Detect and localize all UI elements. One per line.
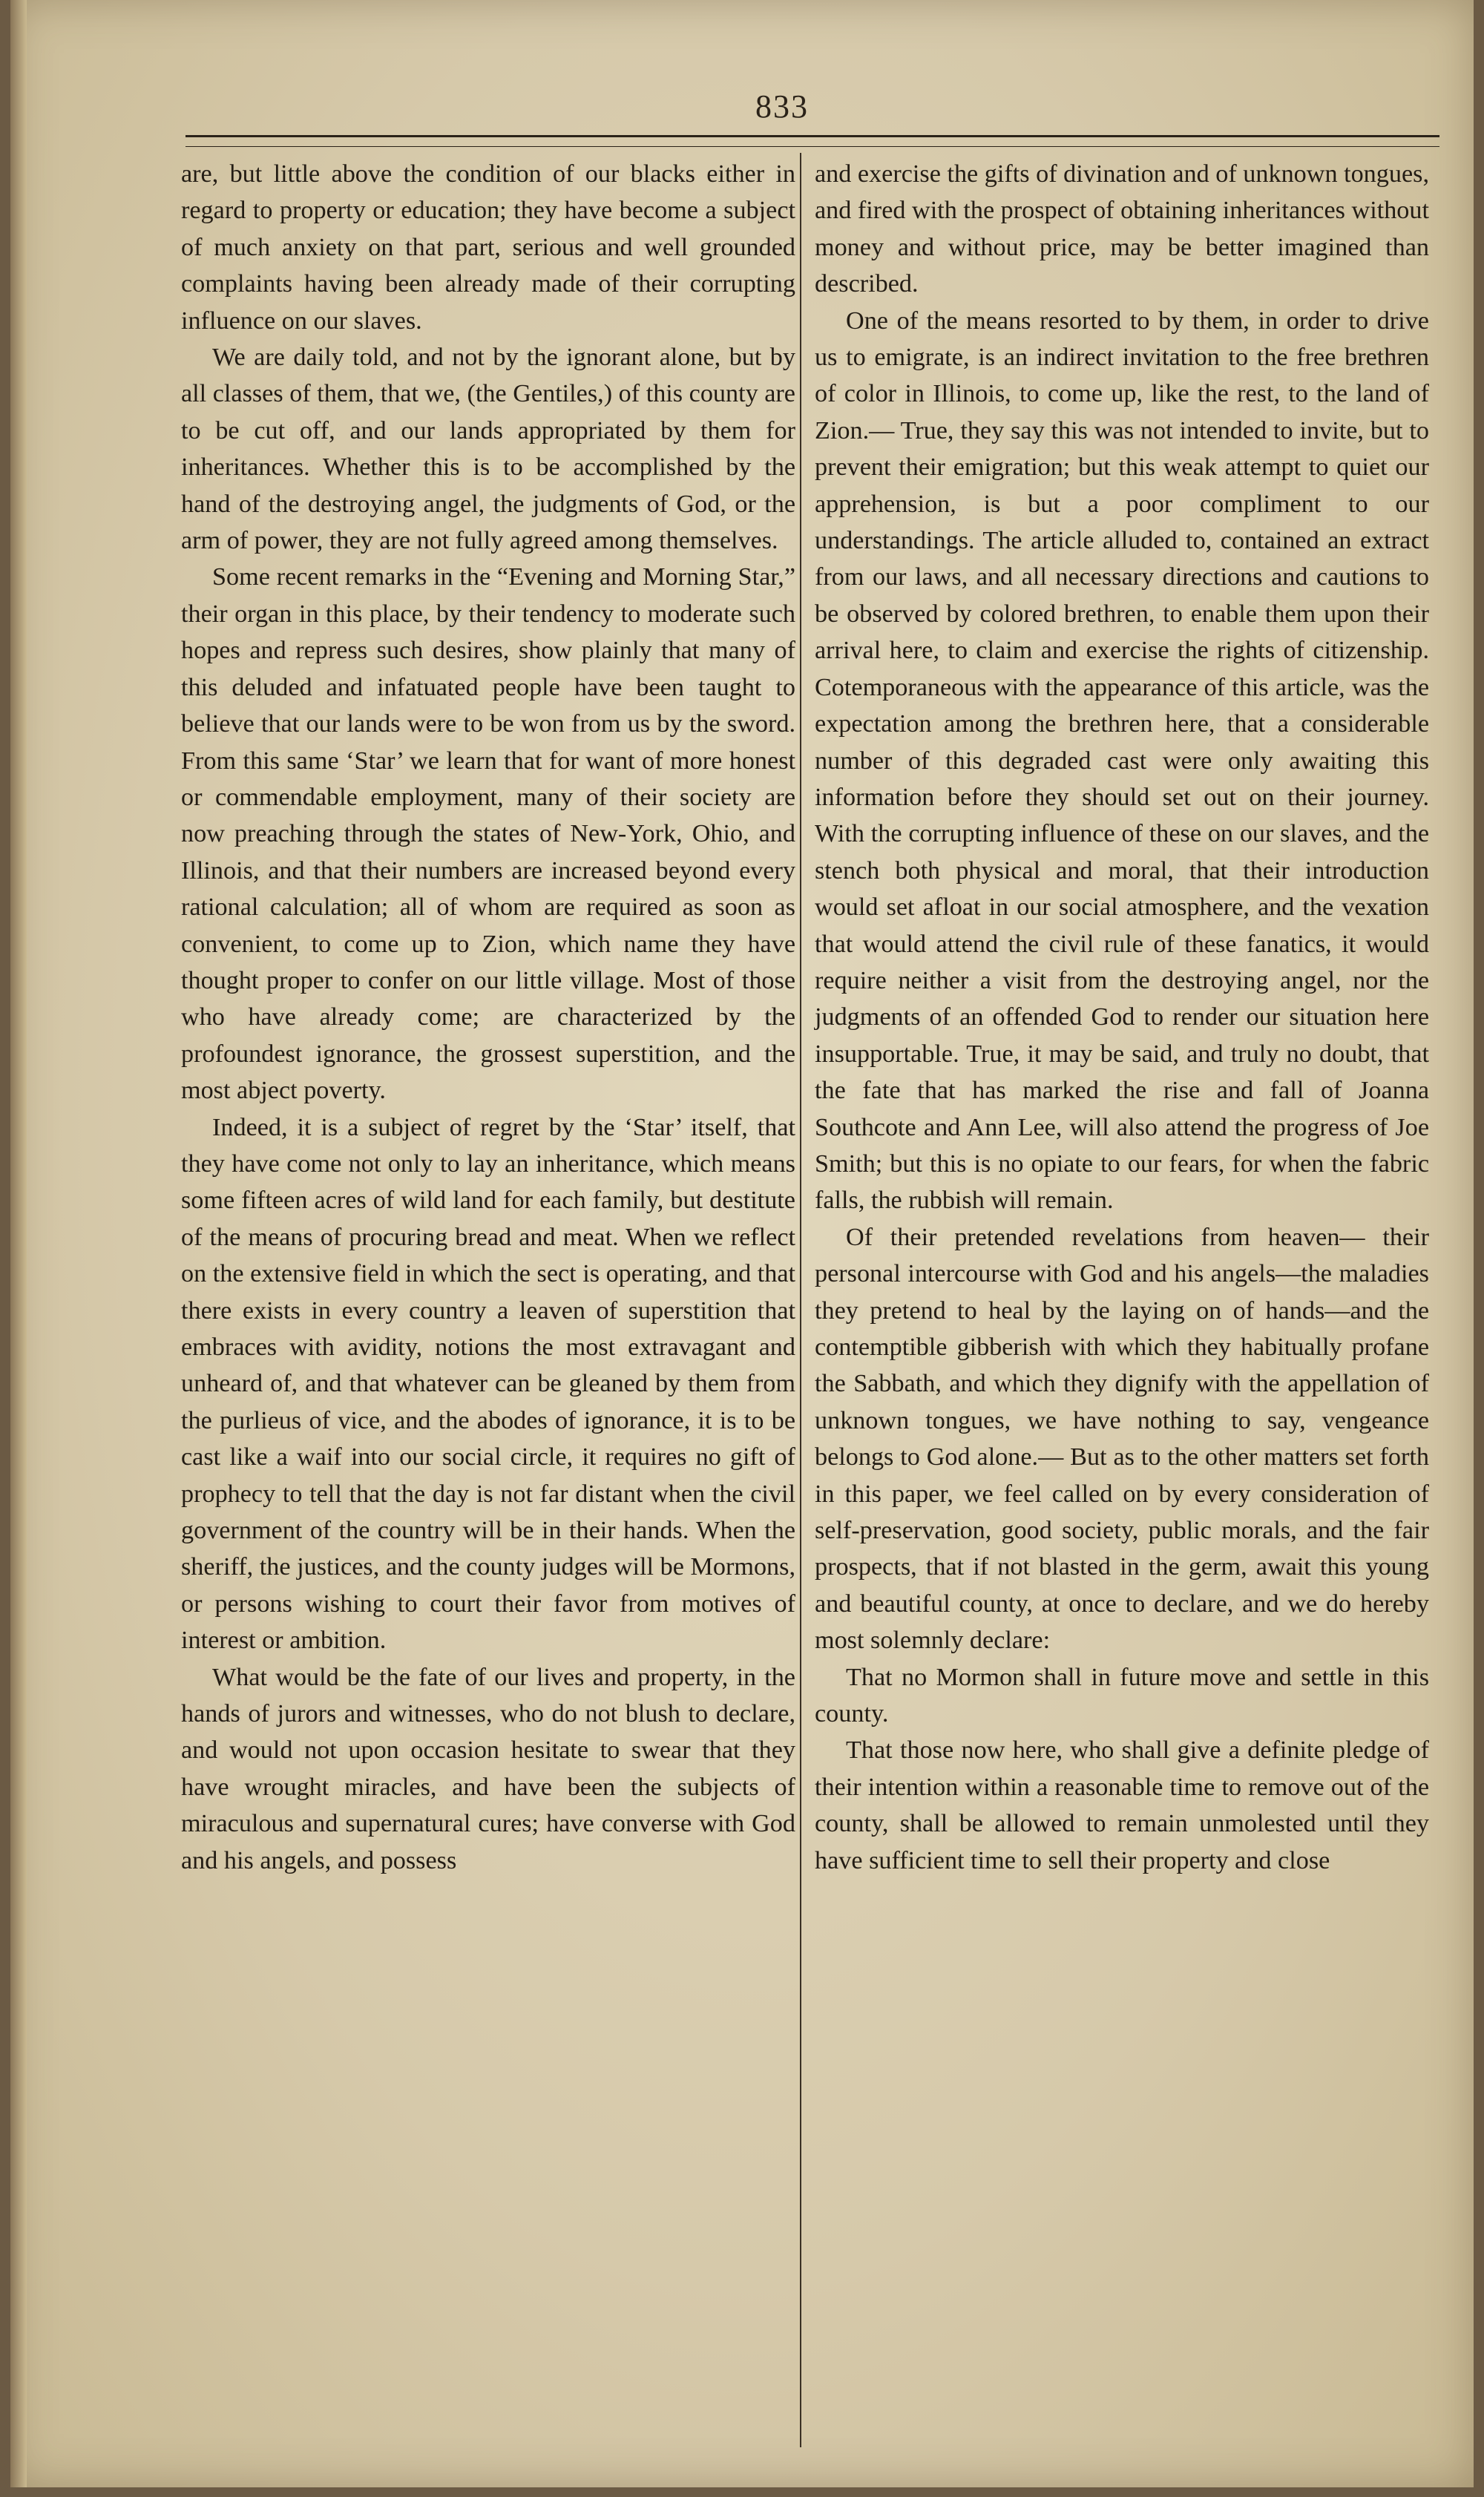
paragraph: are, but little above the condition of our blacks either in regard to property or education; they have become a subject of much anxiety on that part, serious and well grounded complaints having been already made of their corrupting influence on our slaves. xyxy=(181,160,795,335)
paragraph: That no Mormon shall in future move and settle in this county. xyxy=(815,1663,1429,1728)
left-column xyxy=(181,156,795,1879)
paragraph: Of their pretended revelations from heaven— their personal intercourse with God and his angels—the maladies they pretend to heal by the laying on of hands—and the contemptible gibberish with which they habitually profane the Sabbath, and which they dignify with the appellation of unknown tongues, we have nothing to say, vengeance belongs to God alone.— But as to the other matters set forth in this paper, we feel called on by every consideration of self-preservation, good society, public morals, and the fair prospects, that if not blasted in the germ, await this young and beautiful county, at once to declare, and we do hereby most solemnly declare: xyxy=(815,1223,1429,1655)
paragraph: One of the means resorted to by them, in order to drive us to emigrate, is an indirect invitation to the free brethren of color in Illinois, to come up, like the rest, to the land of Zion.— True, they say this was not intended to invite, but to prevent their emigration; but this weak attempt to quiet our apprehension, is but a poor compliment to our understandings. The article alluded to, contained an extract from our laws, and all necessary directions and cautions to be observed by colored brethren, to enable them upon their arrival here, to claim and exercise the rights of citizenship. Cotemporaneous with the appearance of this article, was the expectation among the brethren here, that a considerable number of this degraded cast were only awaiting this information before they should set out on their journey. With the corrupting influence of these on our slaves, and the stench both physical and moral, that their introduction would set afloat in our social atmosphere, and the vexation that would attend the civil rule of these fanatics, it would require neither a visit from the destroying angel, nor the judgments of an offended God to render our situation here insupportable. True, it may be said, and truly no doubt, that the fate that has marked the rise and fall of Joanna Southcote and Ann Lee, will also attend the progress of Joe Smith; but this is no opiate to our fears, for when the fabric falls, the rubbish will remain. xyxy=(815,306,1429,1215)
newspaper-page xyxy=(10,0,1474,2487)
paragraph: and exercise the gifts of divination and of unknown tongues, and fired with the prospect of obtaining inheritances without money and without price, may be better imagined than described. xyxy=(815,160,1429,298)
paragraph: What would be the fate of our lives and property, in the hands of jurors and witnesses, who do not blush to declare, and would not upon occasion hesitate to swear that they have wrought miracles, and have been the subjects of miraculous and supernatural cures; have converse with God and his angels, and possess xyxy=(181,1663,795,1874)
paragraph: Indeed, it is a subject of regret by the ‘Star’ itself, that they have come not only to lay an inheritance, which means some fifteen acres of wild land for each family, but destitute of the means of procuring bread and meat. When we reflect on the extensive field in which the sect is operating, and that there exists in every country a leaven of superstition that embraces with avidity, notions the most extravagant and unheard of, and that whatever can be gleaned by them from the purlieus of vice, and the abodes of ignorance, it is to be cast like a waif into our social circle, it requires no gift of prophecy to tell that the day is not far distant when the civil government of the country will be in their hands. When the sheriff, the justices, and the county judges will be Mormons, or persons wishing to court their favor from motives of interest or ambition. xyxy=(181,1113,795,1655)
paragraph: That those now here, who shall give a definite pledge of their intention within a reasonable time to remove out of the county, shall be allowed to remain unmolested until they have sufficient time to sell their property and close xyxy=(815,1736,1429,1874)
page-number: 833 xyxy=(755,88,809,125)
page-binding-edge xyxy=(10,0,27,2487)
column-divider xyxy=(800,153,801,2447)
paragraph: We are daily told, and not by the ignorant alone, but by all classes of them, that we, (the Gentiles,) of this county are to be cut off, and our lands appropriated by them for inheritances. Whether this is to be accomplished by the hand of the destroying angel, the judgments of God, or the arm of power, they are not fully agreed among themselves. xyxy=(181,344,795,555)
right-column xyxy=(815,156,1429,1879)
paragraph: Some recent remarks in the “Evening and Morning Star,” their organ in this place, by their tendency to moderate such hopes and repress such desires, show plainly that many of this deluded and infatuated people have been taught to believe that our lands were to be won from us by the sword. From this same ‘Star’ we learn that for want of more honest or commendable employment, many of their society are now preaching through the states of New-York, Ohio, and Illinois, and that their numbers are increased beyond every rational calculation; all of whom are required as soon as convenient, to come up to Zion, which name they have thought proper to confer on our little village. Most of those who have already come; are characterized by the profoundest ignorance, the grossest superstition, and the most abject poverty. xyxy=(181,563,795,1105)
header-rule xyxy=(186,135,1439,147)
